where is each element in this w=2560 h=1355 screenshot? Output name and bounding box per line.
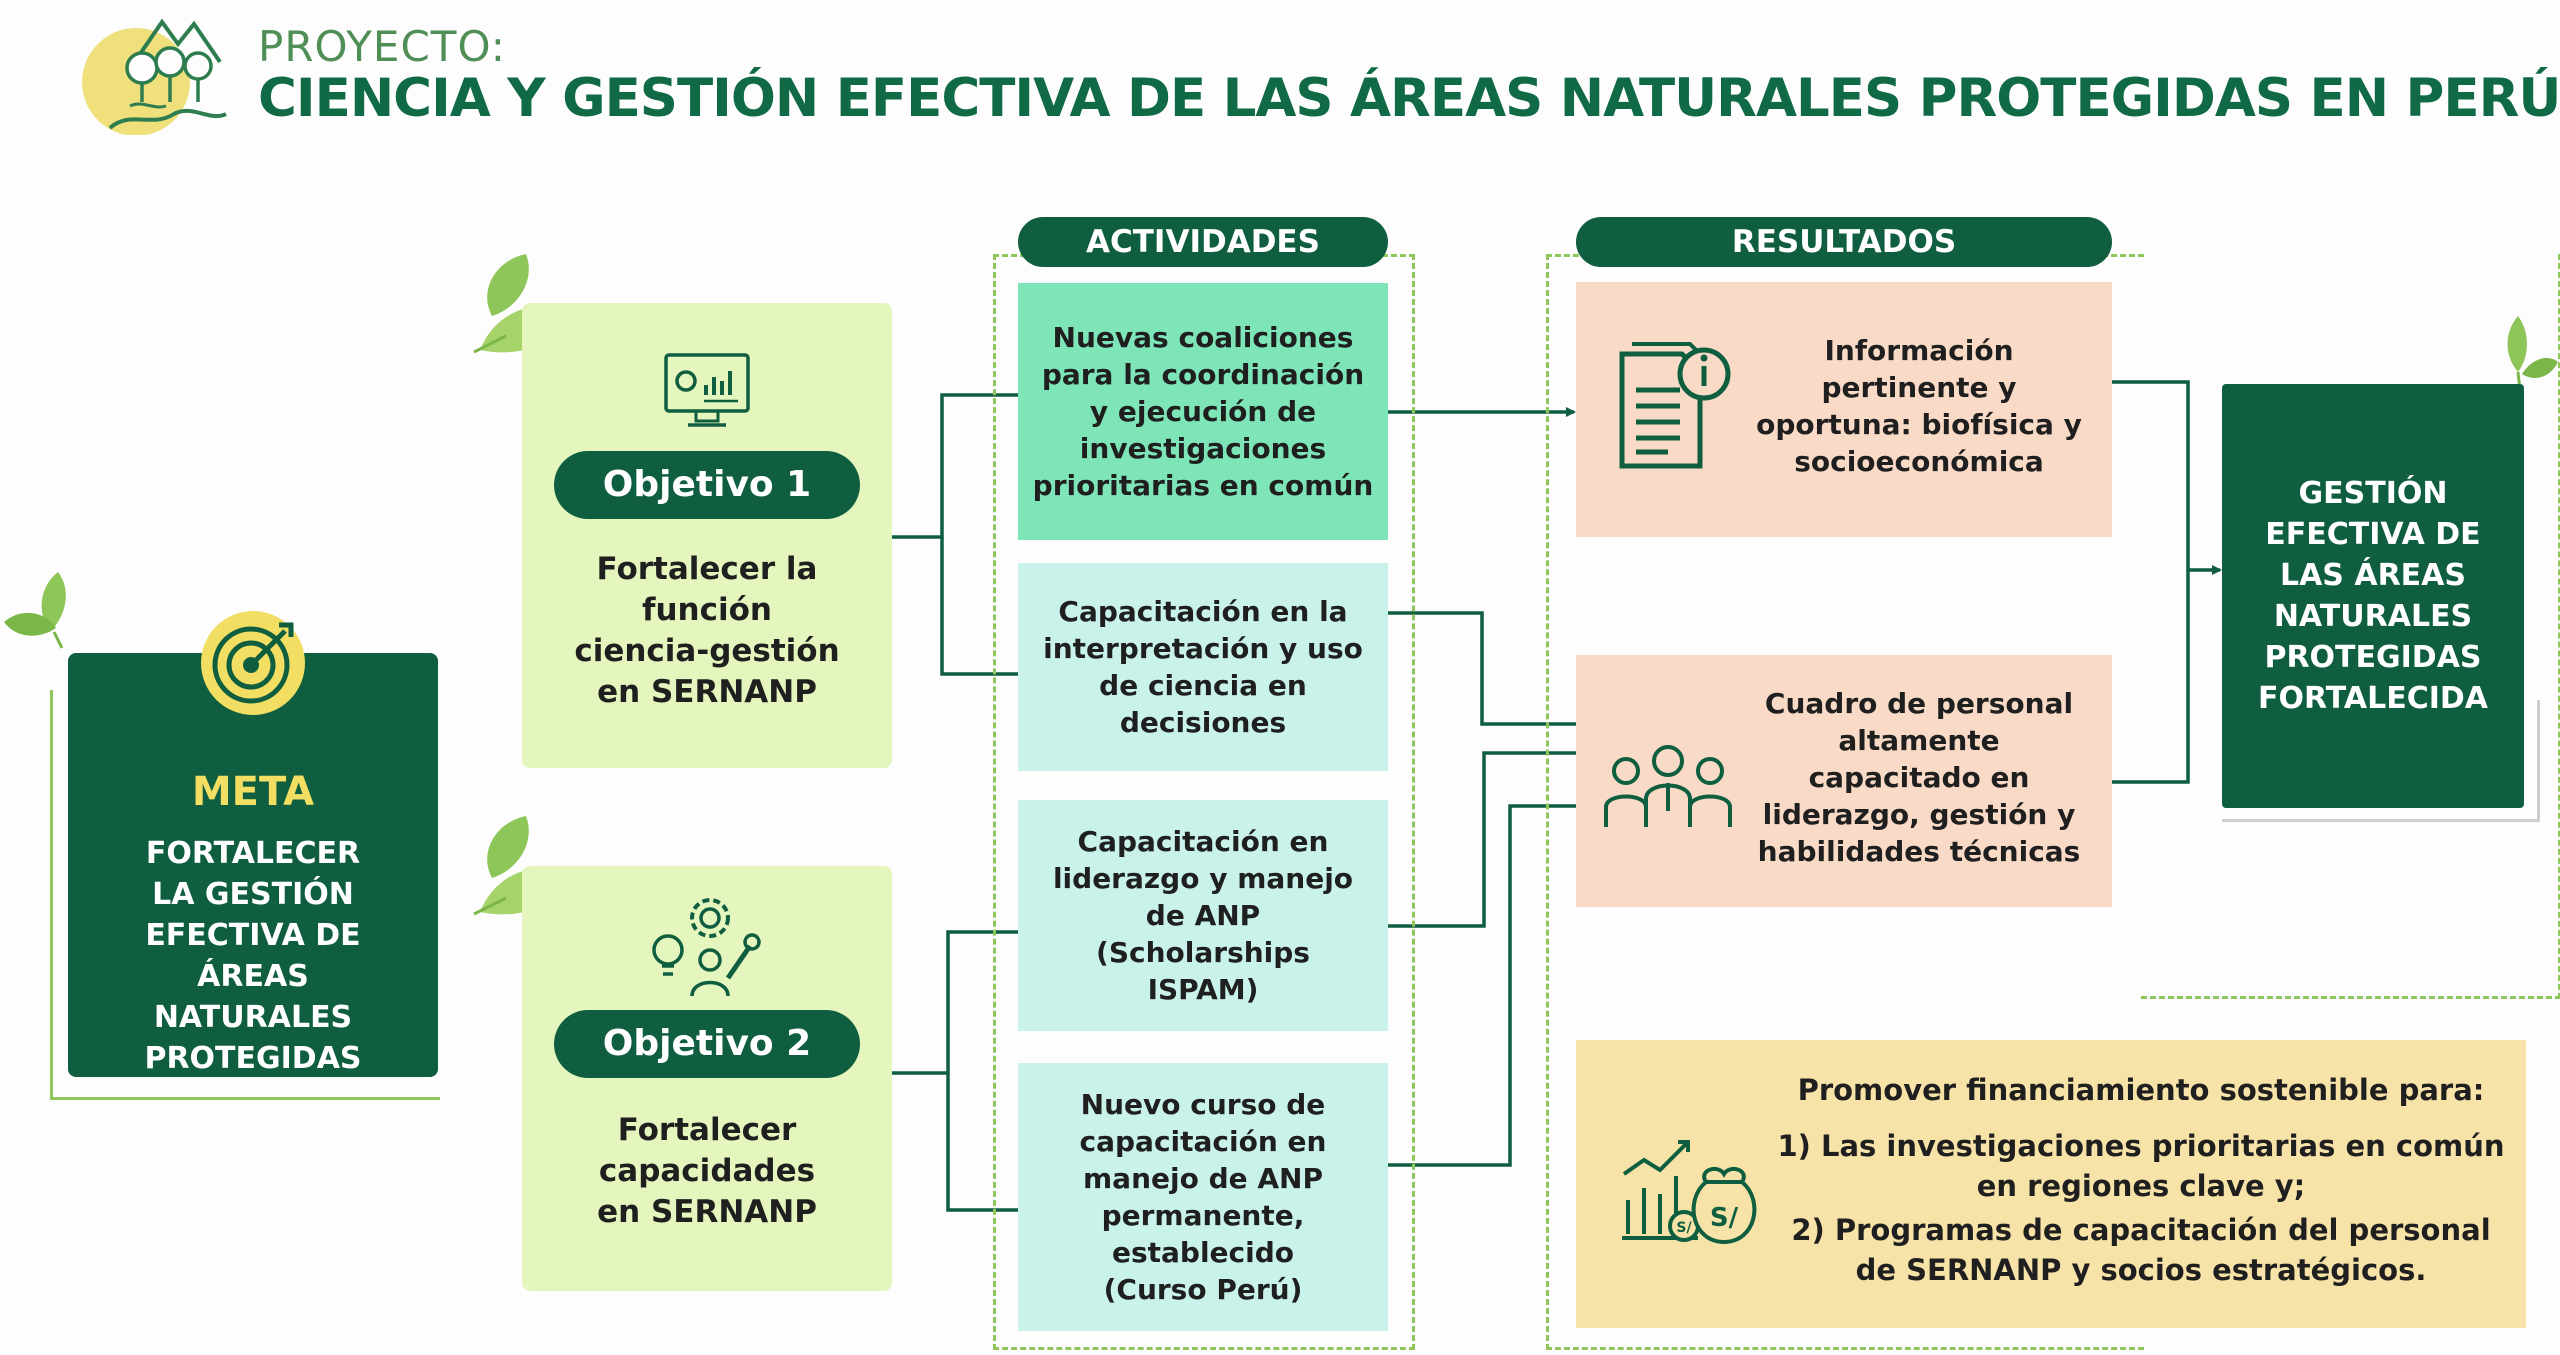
result-line: pertinente y [1821,371,2017,404]
finance-line: 2) Programas de capacitación del personal [1791,1213,2491,1247]
activity-line: liderazgo y manejo [1052,862,1354,895]
activity-line: de ANP [1145,899,1261,932]
result-line: Información [1824,334,2014,367]
objective-1-label: Objetivo 1 [554,451,860,519]
objective-line: ciencia-gestión [574,633,840,669]
activity-line: investigaciones [1079,432,1327,465]
document-info-icon [1608,338,1738,478]
result-line: habilidades técnicas [1757,835,2081,868]
activity-line: ISPAM) [1147,973,1259,1006]
team-people-icon [1598,741,1738,831]
result-line: oportuna: biofísica y [1756,408,2082,441]
leaf-icon [0,566,78,650]
final-line: PROTEGIDAS [2264,640,2482,675]
objective-line: en SERNANP [597,1194,817,1230]
result-card [1576,282,2112,537]
activity-line: (Curso Perú) [1103,1273,1303,1306]
meta-line: LA GESTIÓN [152,877,354,912]
objective-line: capacidades [598,1153,816,1189]
currency-label: S/ [1709,1203,1739,1233]
activity-card [1018,1063,1388,1331]
result-line: socioeconómica [1794,445,2044,478]
objective-line: función [642,592,772,628]
result-line: Cuadro de personal [1764,687,2074,720]
activity-line: capacitación en [1079,1125,1327,1158]
leaf-icon [2496,312,2560,392]
final-line: LAS ÁREAS [2279,558,2466,593]
activity-line: Nuevo curso de [1080,1088,1326,1121]
activity-line: Capacitación en la [1058,595,1348,628]
meta-description [98,833,408,1079]
result-card [1576,655,2112,907]
result-line: liderazgo, gestión y [1762,798,2076,831]
activity-line: prioritarias en común [1032,469,1374,502]
lightbulb-gear-person-icon [646,890,766,1000]
activity-line: permanente, [1101,1199,1305,1232]
finance-line: 1) Las investigaciones prioritarias en común [1777,1129,2505,1163]
finance-line: de SERNANP y socios estratégicos. [1855,1253,2427,1287]
activity-line: decisiones [1119,706,1287,739]
project-logo [70,10,230,135]
chart-money-bag-icon [1614,1130,1764,1250]
final-line: NATURALES [2273,599,2473,634]
activities-header: ACTIVIDADES [1018,217,1388,267]
results-header: RESULTADOS [1576,217,2112,267]
final-outcome-card [2222,384,2524,808]
meta-line: EFECTIVA DE [145,918,361,953]
target-icon [193,603,313,723]
activity-line: Capacitación en [1077,825,1329,858]
objective-1-card [522,303,892,768]
activity-line: de ciencia en [1099,669,1307,702]
objective-2-label: Objetivo 2 [554,1010,860,1078]
objective-1-text [542,549,872,713]
currency-label-small: S/ [1676,1220,1692,1236]
objective-line: en SERNANP [597,674,817,710]
meta-line: ÁREAS [197,959,309,994]
activity-line: (Scholarships [1096,936,1310,969]
activity-line: Nuevas coaliciones [1052,321,1354,354]
activity-card [1018,563,1388,771]
meta-title: META [191,769,315,815]
monitor-dashboard-icon [662,351,752,431]
finance-card [1576,1040,2526,1328]
result-text [1746,332,2092,480]
finance-item-2 [1776,1210,2506,1290]
meta-line: FORTALECER [145,836,361,871]
activity-line: interpretación y uso [1043,632,1363,665]
objective-line: Fortalecer [617,1112,797,1148]
final-line: GESTIÓN [2298,476,2448,511]
meta-card [68,653,438,1077]
result-line: capacitado en [1808,761,2030,794]
landscape-trees-mountains-icon [70,10,230,135]
activity-line: y ejecución de [1089,395,1317,428]
result-text [1746,685,2092,870]
finance-heading: Promover financiamiento sostenible para: [1797,1073,2485,1107]
objective-2-text [542,1110,872,1233]
objective-line: Fortalecer la [596,551,818,587]
activity-line: para la coordinación [1041,358,1365,391]
result-line: altamente [1838,724,2000,757]
activity-card [1018,800,1388,1031]
meta-line: NATURALES [153,1000,353,1035]
finance-item-1 [1776,1126,2506,1206]
activity-card [1018,283,1388,540]
objective-2-card [522,866,892,1291]
final-line: FORTALECIDA [2257,681,2488,716]
project-label: PROYECTO: [258,22,506,71]
meta-line: PROTEGIDAS [144,1041,362,1076]
project-title: CIENCIA Y GESTIÓN EFECTIVA DE LAS ÁREAS NATURALES PROTEGIDAS EN PERÚ [258,68,2560,129]
activity-line: manejo de ANP [1083,1162,1323,1195]
finance-line: en regiones clave y; [1976,1169,2306,1203]
activity-line: establecido [1111,1236,1295,1269]
final-line: EFECTIVA DE [2265,517,2481,552]
